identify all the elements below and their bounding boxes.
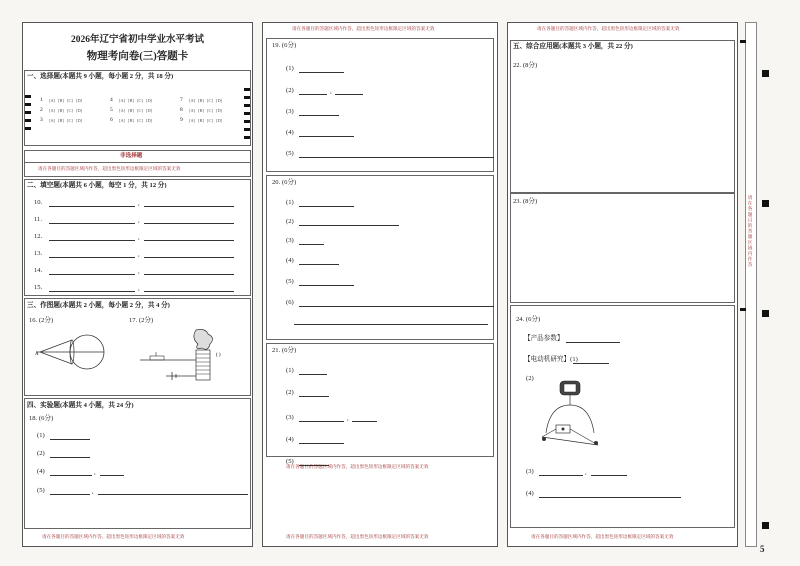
comma: , (94, 469, 96, 476)
q21-part-label: (2) (286, 389, 294, 396)
choice-bubble[interactable]: [C] (67, 98, 73, 103)
exam-title: 2026年辽宁省初中学业水平考试 (70, 35, 204, 45)
section2-heading: 二、填空题(本题共 6 小题，每空 1 分，共 12 分) (27, 182, 167, 189)
choice-bubble[interactable]: [C] (207, 108, 213, 113)
section1-heading: 一、选择题(本题共 9 小题，每小题 2 分，共 18 分) (27, 73, 174, 80)
q20-part-label: (4) (286, 257, 294, 264)
choice-bubble[interactable]: [D] (146, 108, 153, 113)
q18-part-label: (2) (37, 450, 45, 457)
corner-mark (762, 310, 769, 317)
choice-bubble[interactable]: [A] (119, 108, 126, 113)
answer-card-title: 物理考向卷(三)答题卡 (86, 51, 189, 62)
fill-item-number: 11. (34, 216, 42, 223)
side-strip (745, 22, 757, 547)
fill-item-number: 14. (34, 267, 43, 274)
q18-part-label: (4) (37, 468, 45, 475)
answer-line[interactable] (335, 94, 363, 95)
choice-question-number: 9 (180, 117, 183, 123)
fill-blank-line[interactable] (49, 291, 135, 292)
divider (24, 162, 251, 163)
boundary-notice: 请在各题目的答题区域内作答，超出黑色矩形边框限定区域的答案无效 (292, 26, 435, 31)
q21-title: 21. (6分) (272, 347, 297, 354)
answer-line[interactable] (299, 94, 327, 95)
choice-bubble[interactable]: [C] (207, 118, 213, 123)
q20-part-label: (5) (286, 278, 294, 285)
boundary-notice: 请在各题目的答题区域内作答，超出黑色矩形边框限定区域的答案无效 (286, 534, 429, 539)
side-notice: 请在各题目的答题区域内作答 (748, 195, 753, 268)
choice-bubble[interactable]: [C] (137, 108, 143, 113)
fill-blank-line[interactable] (49, 223, 135, 224)
answer-line[interactable] (299, 225, 399, 226)
q24-part4-line[interactable] (539, 497, 681, 498)
choice-bubble[interactable]: [B] (198, 98, 204, 103)
timing-mark (740, 40, 746, 43)
q20-box (266, 175, 494, 340)
boundary-notice: 请在各题目的答题区域内作答，超出黑色矩形边框限定区域的答案无效 (531, 534, 674, 539)
fill-blank-line[interactable] (49, 257, 135, 258)
comma: , (92, 488, 94, 495)
fill-blank-line[interactable] (144, 257, 234, 258)
answer-line[interactable] (299, 136, 354, 137)
comma: , (330, 88, 332, 95)
page-number: 5 (760, 544, 765, 554)
q19-part-label: (5) (286, 150, 294, 157)
choice-bubble[interactable]: [A] (49, 118, 56, 123)
q20-part-label: (3) (286, 237, 294, 244)
choice-bubble[interactable]: [A] (189, 118, 196, 123)
q24-part3-line-b[interactable] (591, 475, 627, 476)
answer-line[interactable] (294, 324, 488, 325)
fill-item-number: 15. (34, 284, 43, 291)
q19-title: 19. (6分) (272, 42, 297, 49)
answer-line[interactable] (50, 494, 90, 495)
choice-bubble[interactable]: [D] (76, 118, 83, 123)
choice-question-number: 2 (40, 107, 43, 113)
comma: , (138, 285, 140, 292)
q24-part3-line-a[interactable] (539, 475, 583, 476)
choice-question-number: 6 (110, 117, 113, 123)
product-params-line[interactable] (566, 342, 620, 343)
q21-part-label: (1) (286, 367, 294, 374)
fill-blank-line[interactable] (144, 206, 234, 207)
boundary-notice: 请在各题目的答题区域内作答，超出黑色矩形边框限定区域的答案无效 (42, 534, 185, 539)
q23-title: 23. (8分) (513, 198, 538, 205)
section5-heading: 五、综合应用题(本题共 3 小题，共 22 分) (513, 43, 633, 50)
q16-lens-diagram[interactable] (34, 326, 106, 378)
choice-question-number: 3 (40, 117, 43, 123)
comma: , (138, 234, 140, 241)
timing-mark (740, 308, 746, 311)
q17-label: 17. (2分) (129, 317, 154, 324)
q21-part-label: (5) (286, 458, 294, 465)
q21-part-label: (3) (286, 414, 294, 421)
choice-bubble[interactable]: [C] (137, 98, 143, 103)
section4-heading: 四、实验题(本题共 4 小题，共 24 分) (27, 402, 134, 409)
choice-bubble[interactable]: [B] (198, 108, 204, 113)
choice-bubble[interactable]: [C] (67, 108, 73, 113)
comma: , (138, 200, 140, 207)
choice-bubble[interactable]: [A] (189, 98, 196, 103)
q16-label: 16. (2分) (29, 317, 54, 324)
choice-bubble[interactable]: [B] (128, 118, 134, 123)
answer-line[interactable] (299, 264, 339, 265)
q20-part-label: (6) (286, 299, 294, 306)
q23-box (510, 193, 735, 303)
q22-title: 22. (8分) (513, 62, 538, 69)
boundary-notice: 请在各题目的答题区域内作答，超出黑色矩形边框限定区域的答案无效 (38, 166, 181, 171)
q24-part3-label: (3) (526, 468, 534, 475)
q18-label: 18. (6分) (29, 415, 54, 422)
comma: , (138, 217, 140, 224)
q21-part-label: (4) (286, 436, 294, 443)
answer-line[interactable] (299, 115, 339, 116)
q18-part-label: (1) (37, 432, 45, 439)
comma: , (138, 268, 140, 275)
q24-motor-diagram[interactable] (536, 375, 606, 453)
corner-mark (762, 200, 769, 207)
answer-line[interactable] (299, 443, 344, 444)
nonchoice-label: 非选择题 (120, 153, 143, 159)
choice-bubble[interactable]: [D] (216, 118, 223, 123)
fill-blank-line[interactable] (49, 206, 135, 207)
fill-item-number: 13. (34, 250, 43, 257)
q20-part-label: (2) (286, 218, 294, 225)
q24-part4-label: (4) (526, 490, 534, 497)
choice-question-number: 4 (110, 97, 113, 103)
fill-blank-line[interactable] (144, 291, 234, 292)
choice-bubble[interactable]: [B] (58, 98, 64, 103)
product-params-label: 【产品参数】 (524, 335, 564, 342)
choice-bubble[interactable]: [A] (189, 108, 196, 113)
choice-bubble[interactable]: [D] (146, 118, 153, 123)
q19-part-label: (2) (286, 87, 294, 94)
q24-part2-label: (2) (526, 375, 534, 382)
answer-line[interactable] (50, 439, 90, 440)
choice-bubble[interactable]: [D] (76, 108, 83, 113)
q18-part-label: (5) (37, 487, 45, 494)
choice-bubble[interactable]: [B] (58, 118, 64, 123)
choice-bubble[interactable]: [C] (207, 98, 213, 103)
choice-question-number: 5 (110, 107, 113, 113)
answer-line[interactable] (299, 157, 494, 158)
answer-line[interactable] (299, 421, 344, 422)
choice-bubble[interactable]: [A] (49, 108, 56, 113)
choice-question-number: 7 (180, 97, 183, 103)
q19-part-label: (3) (286, 108, 294, 115)
choice-bubble[interactable]: [B] (128, 98, 134, 103)
q20-part-label: (1) (286, 199, 294, 206)
section3-heading: 三、作图题(本题共 2 小题，每小题 2 分，共 4 分) (27, 302, 170, 309)
choice-bubble[interactable]: [D] (76, 98, 83, 103)
q17-electromagnet-diagram[interactable] (136, 326, 236, 386)
fill-blank-line[interactable] (49, 240, 135, 241)
q19-box (266, 38, 494, 172)
fill-blank-line[interactable] (144, 274, 234, 275)
q20-title: 20. (6分) (272, 179, 297, 186)
choice-question-number: 8 (180, 107, 183, 113)
corner-mark (762, 70, 769, 77)
answer-line[interactable] (299, 465, 329, 466)
fill-blank-line[interactable] (144, 240, 234, 241)
choice-bubble[interactable]: [D] (216, 108, 223, 113)
answer-line[interactable] (299, 396, 329, 397)
answer-line[interactable] (98, 494, 248, 495)
answer-line[interactable] (299, 206, 354, 207)
answer-line[interactable] (50, 475, 92, 476)
q24-title: 24. (6分) (516, 316, 541, 323)
fill-blank-line[interactable] (49, 274, 135, 275)
answer-line[interactable] (299, 244, 324, 245)
answer-line[interactable] (299, 306, 494, 307)
choice-bubble[interactable]: [C] (137, 118, 143, 123)
answer-line[interactable] (352, 421, 377, 422)
choice-bubble[interactable]: [B] (198, 118, 204, 123)
answer-line[interactable] (299, 374, 327, 375)
q21-box (266, 343, 494, 457)
choice-bubble[interactable]: [A] (49, 98, 56, 103)
choice-bubble[interactable]: [B] (58, 108, 64, 113)
fill-item-number: 12. (34, 233, 43, 240)
fill-blank-line[interactable] (144, 223, 234, 224)
answer-line[interactable] (50, 457, 90, 458)
fill-item-number: 10. (34, 199, 43, 206)
choice-bubble[interactable]: [A] (119, 98, 126, 103)
answer-line[interactable] (299, 285, 354, 286)
q22-box (510, 40, 735, 193)
motor-study-label: 【电动机研究】(1) (524, 356, 578, 363)
boundary-notice: 请在各题目的答题区域内作答，超出黑色矩形边框限定区域的答案无效 (537, 26, 680, 31)
comma: , (585, 469, 587, 476)
choice-bubble[interactable]: [D] (146, 98, 153, 103)
choice-bubble[interactable]: [D] (216, 98, 223, 103)
comma: , (347, 415, 349, 422)
choice-question-number: 1 (40, 97, 43, 103)
choice-bubble[interactable]: [A] (119, 118, 126, 123)
comma: , (138, 251, 140, 258)
motor-study-line[interactable] (573, 363, 609, 364)
experiment-section (24, 398, 251, 529)
answer-line[interactable] (299, 72, 344, 73)
svg-text:( ): ( ) (216, 353, 221, 358)
q19-part-label: (1) (286, 65, 294, 72)
svg-text:A: A (35, 352, 39, 357)
q19-part-label: (4) (286, 129, 294, 136)
boundary-notice: 请在各题目的答题区域内作答，超出黑色矩形边框限定区域的答案无效 (286, 464, 429, 469)
corner-mark (762, 522, 769, 529)
choice-bubble[interactable]: [B] (128, 108, 134, 113)
answer-line[interactable] (100, 475, 124, 476)
choice-bubble[interactable]: [C] (67, 118, 73, 123)
